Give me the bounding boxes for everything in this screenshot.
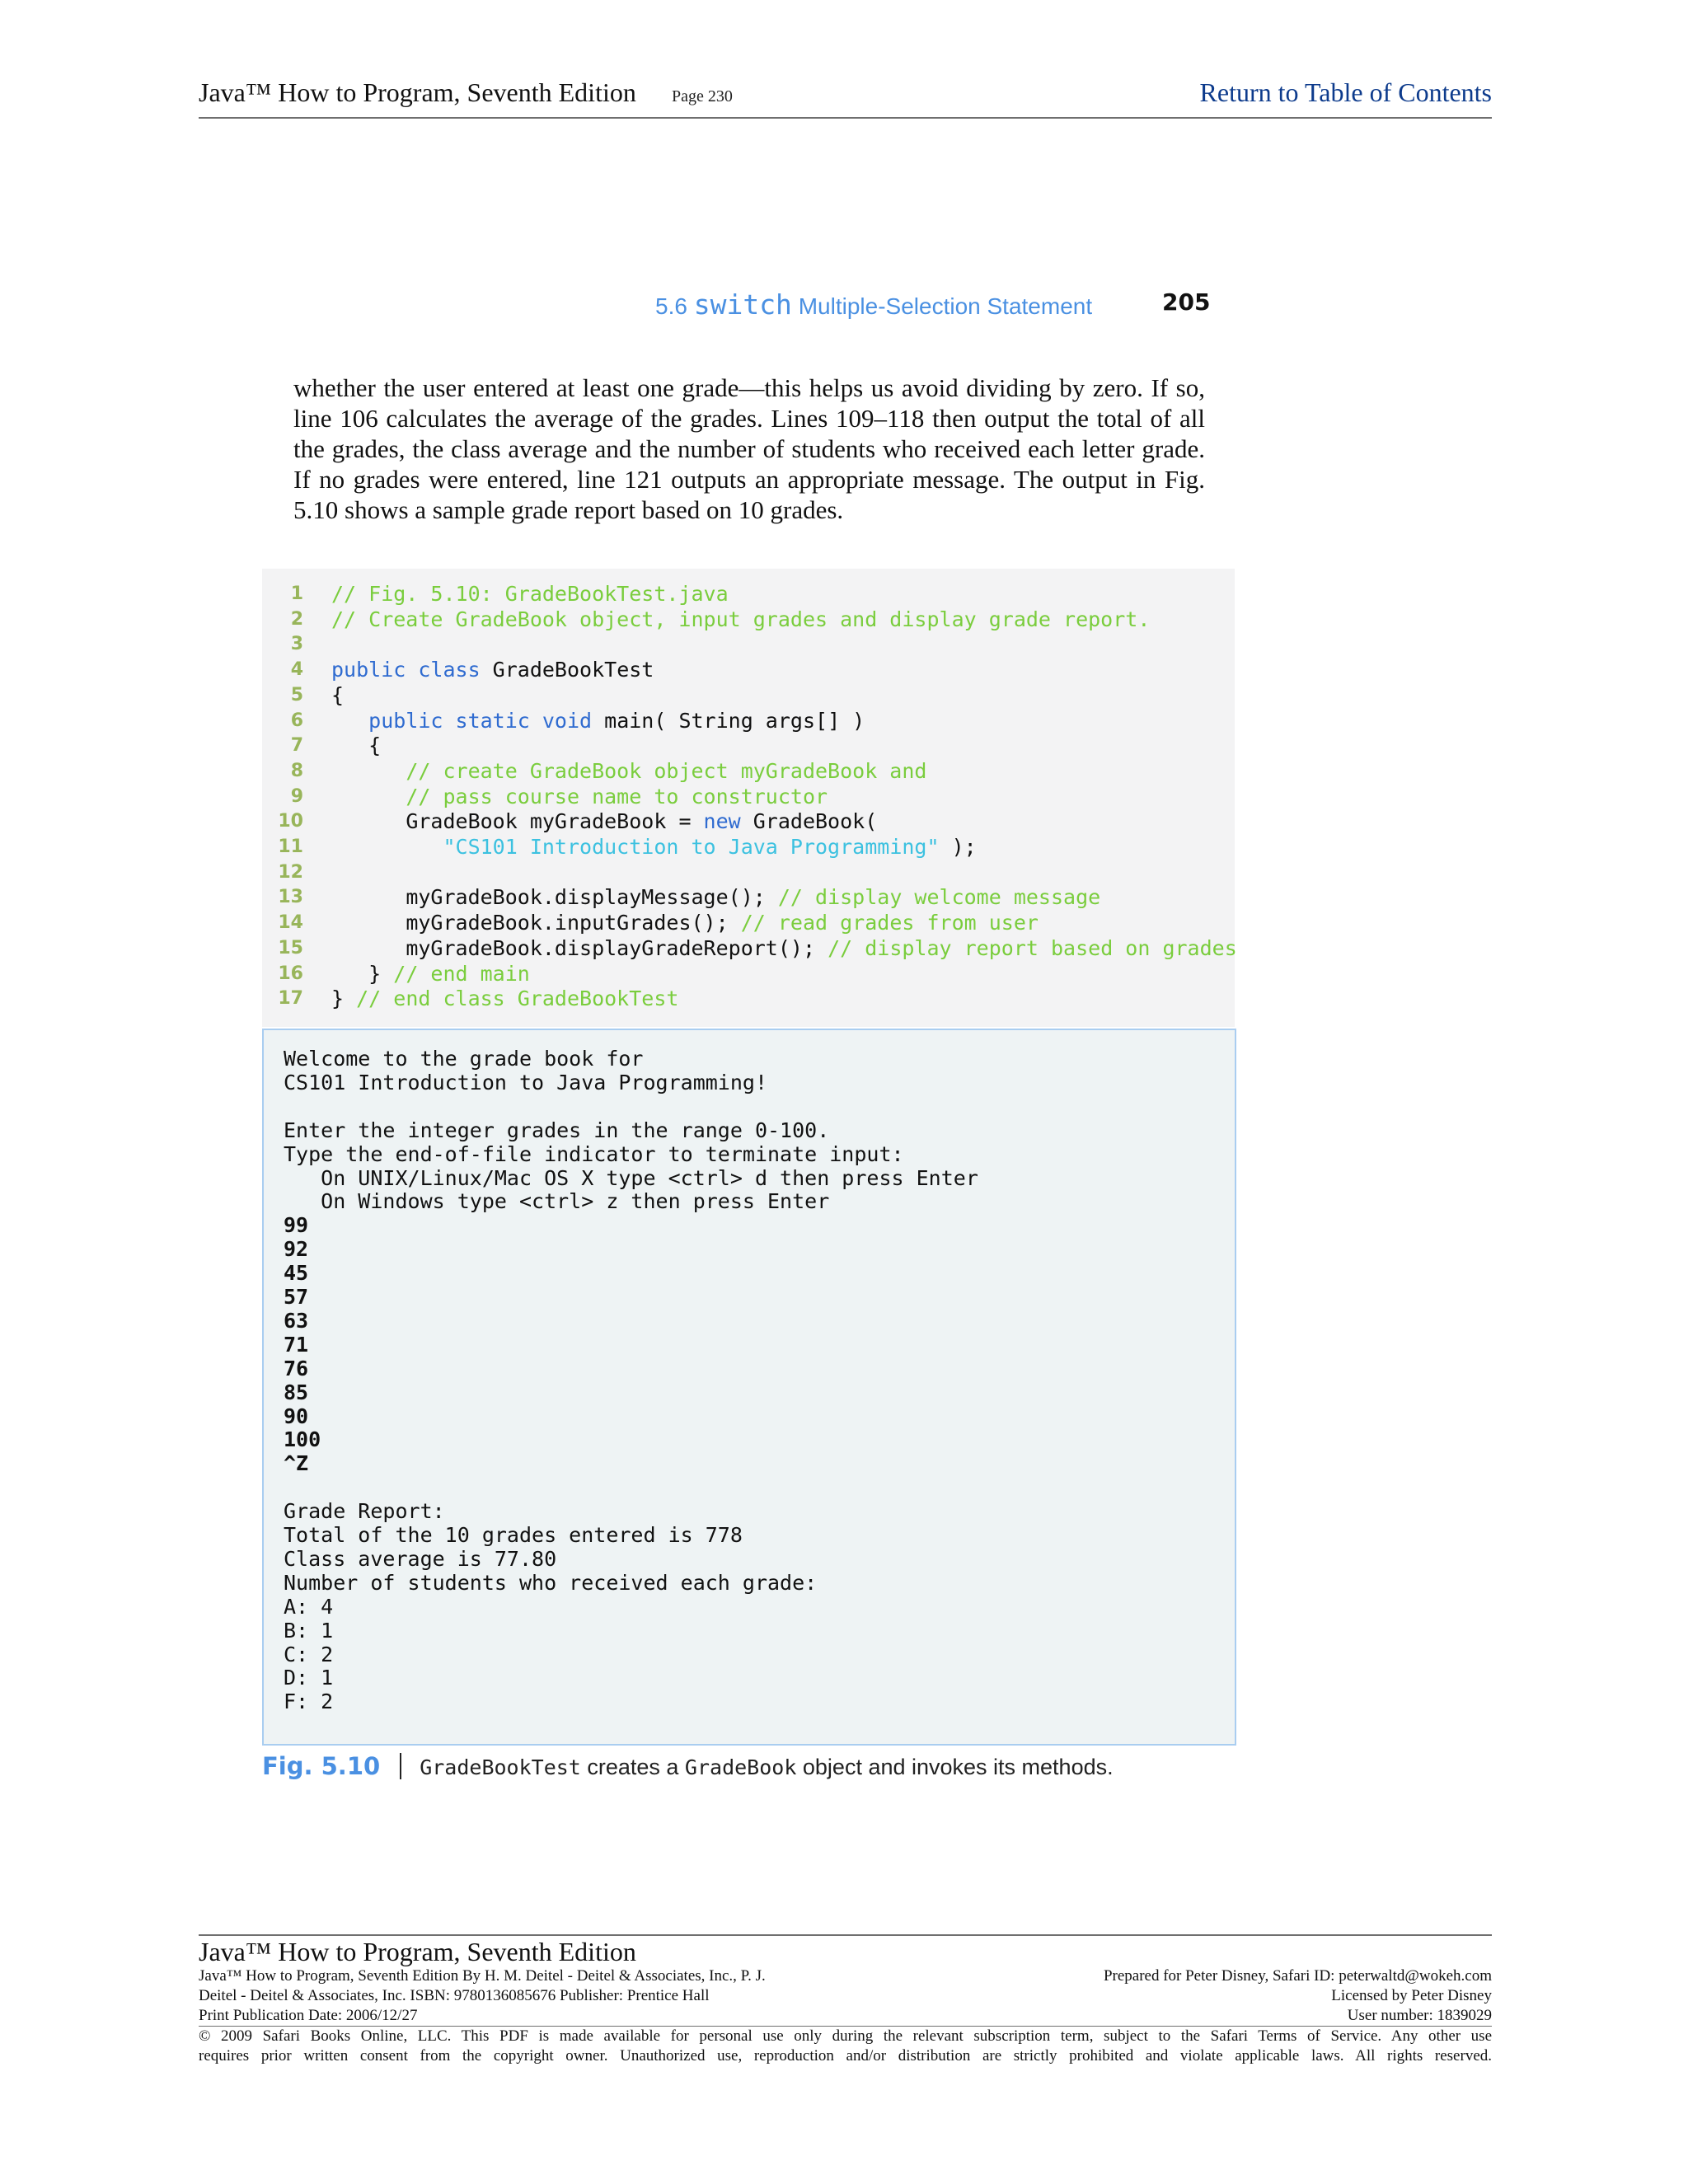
code-token: GradeBook myGradeBook = — [406, 809, 704, 834]
output-line: Number of students who received each grade: — [284, 1570, 818, 1595]
caption-divider — [400, 1753, 401, 1779]
header-page-ref: Page 230 — [672, 87, 733, 105]
code-listing — [262, 569, 1235, 1027]
output-line: Type the end-of-file indicator to terminate input: — [284, 1141, 904, 1166]
page-number: 205 — [1162, 288, 1211, 316]
code-indent — [331, 733, 368, 757]
code-token: GradeBookTest — [480, 658, 654, 682]
line-number: 11 — [278, 837, 303, 857]
code-token: { — [368, 733, 382, 758]
code-comment: // read grades from user — [740, 911, 1039, 935]
program-output — [262, 1029, 1236, 1746]
line-number: 6 — [290, 710, 303, 731]
section-title: Multiple-Selection Statement — [798, 293, 1093, 319]
line-number: 4 — [290, 659, 303, 681]
code-comment: // Fig. 5.10: GradeBookTest.java — [331, 582, 729, 606]
section-keyword: switch — [693, 288, 792, 321]
line-number: 15 — [278, 937, 303, 958]
code-indent — [331, 809, 406, 833]
code-text — [331, 759, 926, 784]
output-line: F: 2 — [284, 1690, 334, 1714]
line-number: 14 — [278, 912, 303, 934]
code-token: myGradeBook.inputGrades(); — [406, 911, 741, 935]
code-comment: // create GradeBook object myGradeBook and — [406, 758, 927, 783]
line-number: 5 — [290, 684, 303, 705]
output-input-line: 45 — [284, 1261, 309, 1286]
line-number: 12 — [278, 861, 303, 883]
caption-text-part2: object and invokes its methods. — [796, 1755, 1114, 1779]
code-comment: // display welcome message — [777, 885, 1101, 910]
body-paragraph: whether the user entered at least one grade—this helps us avoid dividing by zero. If so, line 106 calculates the average of the grades. Lines 109–118 then output the total of all the grades, the class average and the number of students who received each letter grade. If no grades were entered, line 121 outputs an appropriate message. The output in Fig. 5.10 shows a sample grade report based on 10 grades. — [293, 373, 1205, 524]
code-text — [331, 885, 1100, 910]
code-text — [331, 809, 877, 834]
footer-license-line: Licensed by Peter Disney — [1331, 1987, 1492, 2004]
output-input-line: 71 — [284, 1332, 309, 1357]
line-number: 10 — [278, 811, 303, 832]
output-line: Total of the 10 grades entered is 778 — [284, 1523, 743, 1547]
code-text — [331, 911, 1039, 935]
code-comment: // end main — [393, 961, 530, 986]
line-number: 2 — [290, 608, 303, 630]
output-line: D: 1 — [284, 1666, 334, 1690]
footer-divider — [199, 1934, 1492, 1936]
output-line: Enter the integer grades in the range 0-100. — [284, 1118, 830, 1142]
output-line: A: 4 — [284, 1594, 334, 1619]
output-input-line: 57 — [284, 1285, 309, 1309]
footer-pub-line: Print Publication Date: 2006/12/27 — [199, 2007, 418, 2024]
output-line: Welcome to the grade book for — [284, 1047, 644, 1071]
line-number: 16 — [278, 963, 303, 984]
output-input-line: 99 — [284, 1213, 309, 1238]
line-number: 17 — [278, 988, 303, 1010]
code-token: } — [331, 987, 357, 1011]
page-header — [199, 77, 1492, 119]
output-input-line: 63 — [284, 1308, 309, 1333]
code-text — [331, 936, 1237, 961]
code-text — [331, 835, 977, 860]
code-text — [331, 658, 654, 682]
output-input-line: 76 — [284, 1356, 309, 1380]
code-indent — [331, 962, 368, 986]
caption-code-object: GradeBook — [684, 1755, 797, 1779]
line-number: 13 — [278, 887, 303, 908]
code-token: myGradeBook.displayMessage(); — [406, 885, 778, 910]
code-comment: // Create GradeBook object, input grades and display grade report. — [331, 607, 1151, 631]
header-book-title: Java™ How to Program, Seventh Edition — [199, 77, 636, 107]
line-number: 9 — [290, 785, 303, 807]
output-line: Grade Report: — [284, 1499, 445, 1524]
figure-caption — [262, 1752, 1114, 1785]
output-input-line: 90 — [284, 1404, 309, 1428]
code-keyword: public static void — [368, 708, 593, 733]
code-indent — [331, 709, 368, 733]
code-keyword: public class — [331, 658, 481, 682]
copyright-line: © 2009 Safari Books Online, LLC. This PDF is made available for personal use only during the relevant subscription term, subject to the Safari Terms of Service. Any other use — [199, 2027, 1492, 2045]
code-comment: // display report based on grades — [828, 935, 1237, 960]
line-number: 1 — [290, 583, 303, 604]
code-text — [331, 733, 381, 758]
footer-license-line: User number: 1839029 — [1347, 2007, 1492, 2024]
code-text — [331, 962, 530, 987]
toc-link[interactable]: Return to Table of Contents — [1199, 77, 1492, 107]
line-number: 8 — [290, 760, 303, 781]
output-line: CS101 Introduction to Java Programming! — [284, 1070, 767, 1094]
code-text — [331, 987, 678, 1011]
code-text — [331, 785, 828, 809]
output-input-line: ^Z — [284, 1451, 309, 1476]
output-input-line: 100 — [284, 1427, 321, 1452]
output-line: Class average is 77.80 — [284, 1546, 557, 1571]
code-comment: // pass course name to constructor — [406, 784, 828, 808]
code-comment: // end class GradeBookTest — [356, 987, 679, 1011]
footer-pub-line: Java™ How to Program, Seventh Edition By H. M. Deitel - Deitel & Associates, Inc., P. J. — [199, 1967, 766, 1985]
output-line: C: 2 — [284, 1642, 334, 1666]
code-token: ); — [939, 835, 977, 859]
code-indent — [331, 759, 406, 783]
code-keyword: new — [703, 809, 741, 834]
code-token: } — [368, 961, 394, 986]
code-text — [331, 683, 344, 708]
copyright-line: requires prior written consent from the copyright owner. Unauthorized use, reproduction and/or distribution are strictly prohibited and violate applicable laws. All rights reserved. — [199, 2047, 1492, 2064]
output-input-line: 85 — [284, 1380, 309, 1404]
output-line: On UNIX/Linux/Mac OS X type <ctrl> d then press Enter — [284, 1165, 978, 1190]
caption-code-class: GradeBookTest — [420, 1755, 581, 1779]
output-line: On Windows type <ctrl> z then press Enter — [284, 1189, 830, 1214]
line-number: 7 — [290, 735, 303, 757]
footer-book-title: Java™ How to Program, Seventh Edition — [199, 1937, 636, 1966]
code-token: main( String args[] ) — [592, 708, 865, 733]
footer-license-line: Prepared for Peter Disney, Safari ID: peterwaltd@wokeh.com — [1103, 1967, 1492, 1985]
section-number: 5.6 — [655, 293, 687, 319]
footer-pub-line: Deitel - Deitel & Associates, Inc. ISBN: 9780136085676 Publisher: Prentice Hall — [199, 1987, 710, 2004]
code-token: GradeBook( — [740, 809, 878, 834]
code-indent — [331, 835, 443, 859]
footer-publication-info — [199, 1966, 766, 2026]
code-string: "CS101 Introduction to Java Programming" — [443, 835, 940, 859]
output-input-line: 92 — [284, 1237, 309, 1262]
code-text — [331, 709, 865, 733]
code-text — [331, 582, 729, 607]
code-text — [331, 607, 1150, 632]
output-line: B: 1 — [284, 1618, 334, 1643]
caption-text-part1: creates a — [580, 1755, 685, 1779]
code-indent — [331, 911, 406, 935]
line-number: 3 — [290, 634, 303, 655]
footer-license-info — [1104, 1966, 1492, 2026]
figure-label: Fig. 5.10 — [262, 1752, 381, 1780]
running-head — [655, 288, 1092, 321]
code-indent — [331, 936, 406, 960]
code-indent — [331, 785, 406, 808]
code-token: { — [331, 682, 345, 707]
code-token: myGradeBook.displayGradeReport(); — [406, 935, 828, 960]
code-indent — [331, 885, 406, 909]
footer-copyright — [199, 2027, 1492, 2066]
